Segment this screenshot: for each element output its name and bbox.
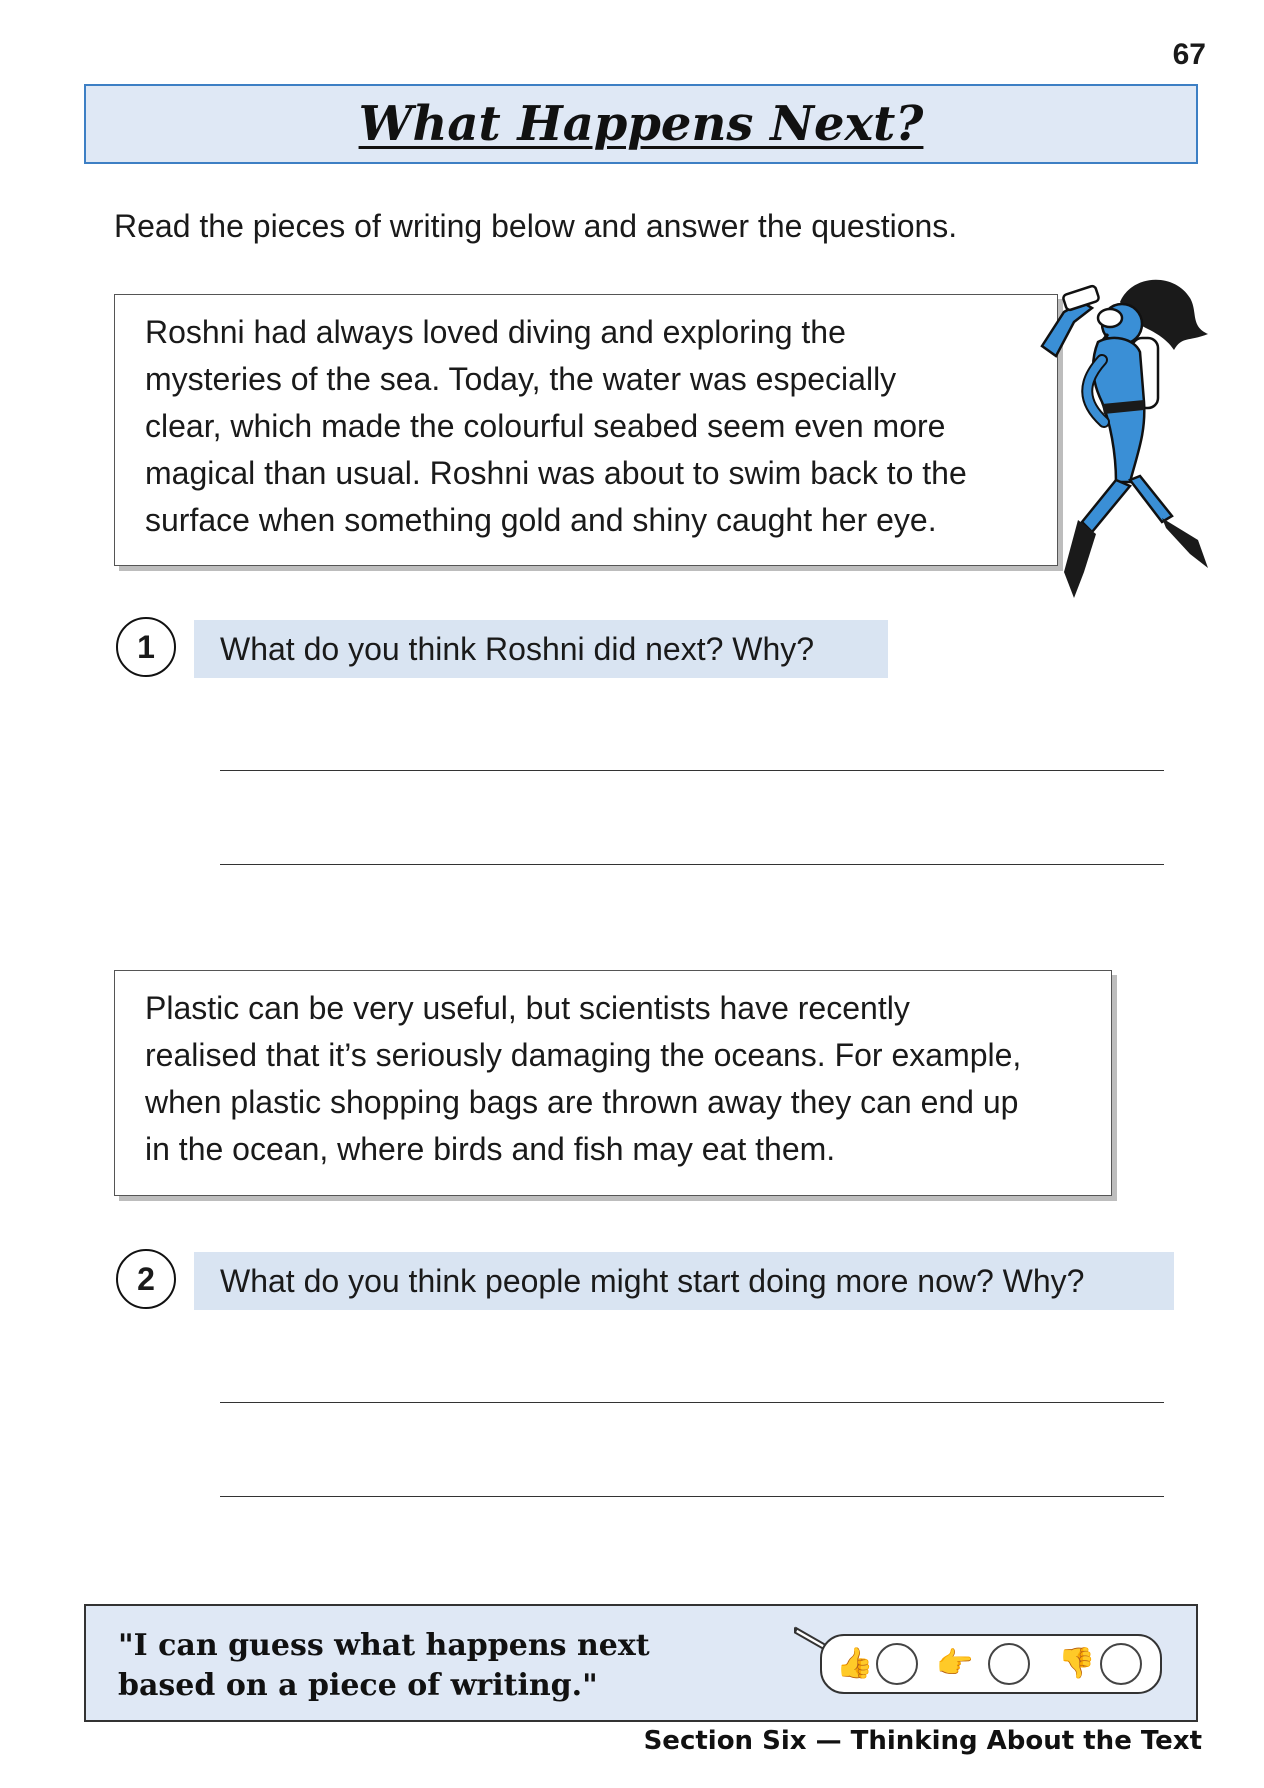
answer-line-2a[interactable]: [220, 1402, 1164, 1403]
rating-option-thumbs-up[interactable]: [876, 1643, 918, 1685]
passage-line: mysteries of the sea. Today, the water was especially: [145, 361, 897, 397]
question-number-2: 2: [116, 1249, 176, 1309]
page-title: What Happens Next?: [358, 96, 924, 152]
thumbs-up-icon: 👍: [836, 1647, 874, 1680]
rating-option-thumbs-sideways[interactable]: [988, 1643, 1030, 1685]
passage-line: in the ocean, where birds and fish may eat them.: [145, 1131, 836, 1167]
thumbs-down-icon: 👎: [1058, 1647, 1096, 1680]
answer-line-2b[interactable]: [220, 1496, 1164, 1497]
question-1: What do you think Roshni did next? Why?: [194, 620, 888, 678]
instructions: Read the pieces of writing below and answer the questions.: [114, 208, 958, 244]
rating-option-thumbs-down[interactable]: [1100, 1643, 1142, 1685]
answer-line-1a[interactable]: [220, 770, 1164, 771]
statement-line: "I can guess what happens next: [118, 1628, 650, 1663]
passage-line: surface when something gold and shiny caught her eye.: [145, 502, 937, 538]
scuba-diver-illustration: [1012, 272, 1212, 602]
section-footer: Section Six — Thinking About the Text: [643, 1726, 1202, 1756]
question-2: What do you think people might start doing more now? Why?: [194, 1252, 1174, 1310]
passage-line: Roshni had always loved diving and exploring the: [145, 314, 846, 350]
question-number-1: 1: [116, 617, 176, 677]
passage-line: magical than usual. Roshni was about to swim back to the: [145, 455, 967, 491]
title-banner: [84, 84, 1198, 164]
passage-diving: [114, 294, 1058, 566]
self-assessment-box: [84, 1604, 1198, 1722]
answer-line-1b[interactable]: [220, 864, 1164, 865]
passage-line: clear, which made the colourful seabed seem even more: [145, 408, 946, 444]
passage-plastic: [114, 970, 1112, 1196]
passage-line: Plastic can be very useful, but scientists have recently: [145, 990, 910, 1026]
page-number: 67: [1172, 38, 1206, 71]
passage-line: when plastic shopping bags are thrown away they can end up: [145, 1084, 1019, 1120]
thumbs-sideways-icon: 👉: [936, 1647, 974, 1680]
statement-line: based on a piece of writing.": [118, 1668, 598, 1703]
confidence-rating: [820, 1634, 1162, 1694]
passage-line: realised that it’s seriously damaging the oceans. For example,: [145, 1037, 1022, 1073]
learning-statement: [118, 1626, 650, 1706]
